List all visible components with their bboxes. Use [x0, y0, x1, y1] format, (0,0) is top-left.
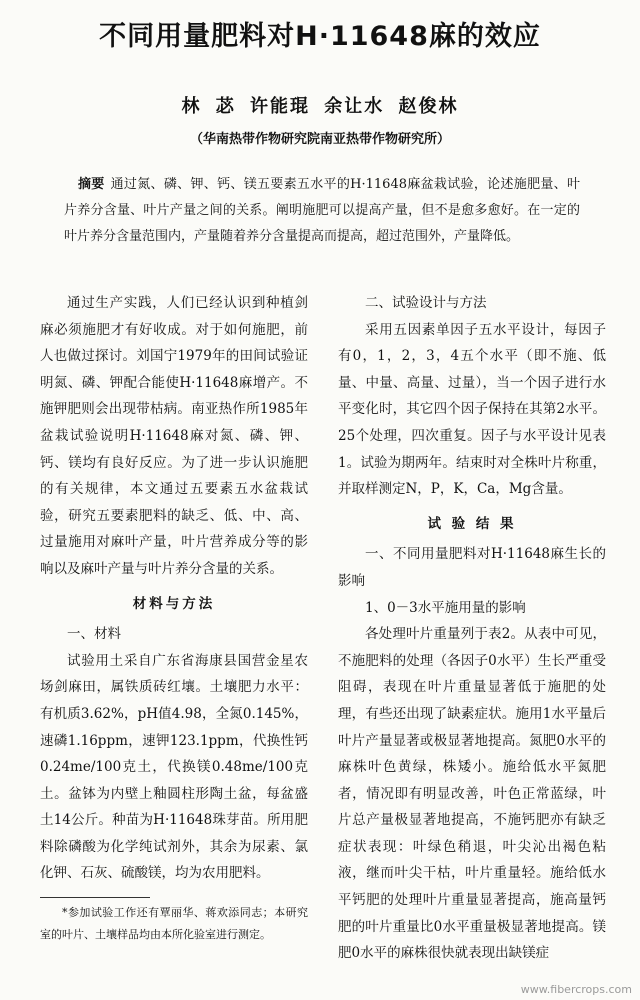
site-watermark: www.fibercrops.com: [520, 983, 632, 996]
paper-title: 不同用量肥料对H·11648麻的效应: [99, 21, 541, 52]
design-heading: 二、试验设计与方法: [365, 295, 487, 311]
right-column: [338, 290, 606, 967]
author-affiliation: （华南热带作物研究院南亚热带作物研究所）: [189, 132, 450, 147]
results-heading: 试 验 结 果: [427, 515, 517, 532]
results-paragraph: 各处理叶片重量列于表2。从表中可见，不施肥料的处理（各因子0水平）生长严重受阻碍，表现在叶片重量显著低于施肥的处理，有些还出现了缺素症状。施用1水平量后叶片产量显著或极显著地提高。氮肥0水平的麻株叶色黄绿，株矮小。施给低水平氮肥者，情况即有明显改善，叶色正常蓝绿，叶片总产量极显著地提高，不施钙肥亦有缺乏症状表现：叶绿色稍退，叶尖沁出褐色粘液，继而叶尖干枯，叶片重量轻。施给低水平钙肥的处理叶片重量显著提高，施高量钙肥的叶片重量比0水平重量极显著地提高。镁肥0水平的麻株很快就表现出缺镁症: [338, 626, 606, 962]
left-column: [40, 290, 308, 946]
abstract-label: 摘要: [78, 177, 105, 192]
abstract: [64, 172, 580, 250]
intro-paragraph: 通过生产实践，人们已经认识到种植剑麻必须施肥才有好收成。对于如何施肥，前人也做过探讨。刘国宁1979年的田间试验证明氮、磷、钾配合能使H·11648麻增产。不施钾肥则会出现带枯病。南亚热作所1985年盆栽试验说明H·11648麻对氮、磷、钾、钙、镁均有良好反应。为了进一步认识施肥的有关规律，本文通过五要素五水盆栽试验，研究五要素肥料的缺乏、低、中、高、过量施用对麻叶产量，叶片营养成分等的影响以及麻叶产量与叶片养分含量的关系。: [40, 295, 308, 577]
methods-heading: 材料与方法: [132, 595, 216, 612]
abstract-text: 通过氮、磷、钾、钙、镁五要素五水平的H·11648麻盆栽试验，论述施肥量、叶片养分含量、叶片产量之间的关系。阐明施肥可以提高产量，但不是愈多愈好。在一定的叶片养分含量范围内，产量随着养分含量提高而提高，超过范围外，产量降低。: [64, 177, 580, 244]
design-paragraph: 采用五因素单因子五水平设计，每因子有0，1，2，3，4五个水平（即不施、低量、中量、高量、过量），当一个因子进行水平变化时，其它四个因子保持在其第2水平。25个处理，四次重复。因子与水平设计见表1。试验为期两年。结束时对全株叶片称重，并取样测定N，P，K，Ca，Mg含量。: [338, 321, 606, 498]
footnote-divider: [40, 897, 150, 898]
results-subheading-2: 1、0－3水平施用量的影响: [365, 599, 526, 616]
materials-paragraph: 试验用土采自广东省海康县国营金星农场剑麻田，属铁质砖红壤。土壤肥力水平：有机质3.62%，pH值4.98，全氮0.145%，速磷1.16ppm，速钾123.1ppm，代换性钙0.24me/100克土，代换镁0.48me/100克土。盆钵为内壁上釉圆柱形陶土盆，每盆盛土14公斤。种苗为H·11648珠芽苗。所用肥料除磷酸为化学纯试剂外，其余为尿素、氯化钾、石灰、硫酸镁，均为农用肥料。: [40, 652, 308, 882]
results-subheading-1: 一、不同用量肥料对H·11648麻生长的影响: [338, 546, 606, 589]
materials-heading: 一、材料: [67, 626, 121, 643]
footnote: *参加试验工作还有覃丽华、蒋欢添同志；本研究室的叶片、土壤样品均由本所化验室进行测定。: [40, 906, 308, 942]
author-list: 林 苾 许能琨 余让水 赵俊林: [181, 96, 459, 117]
